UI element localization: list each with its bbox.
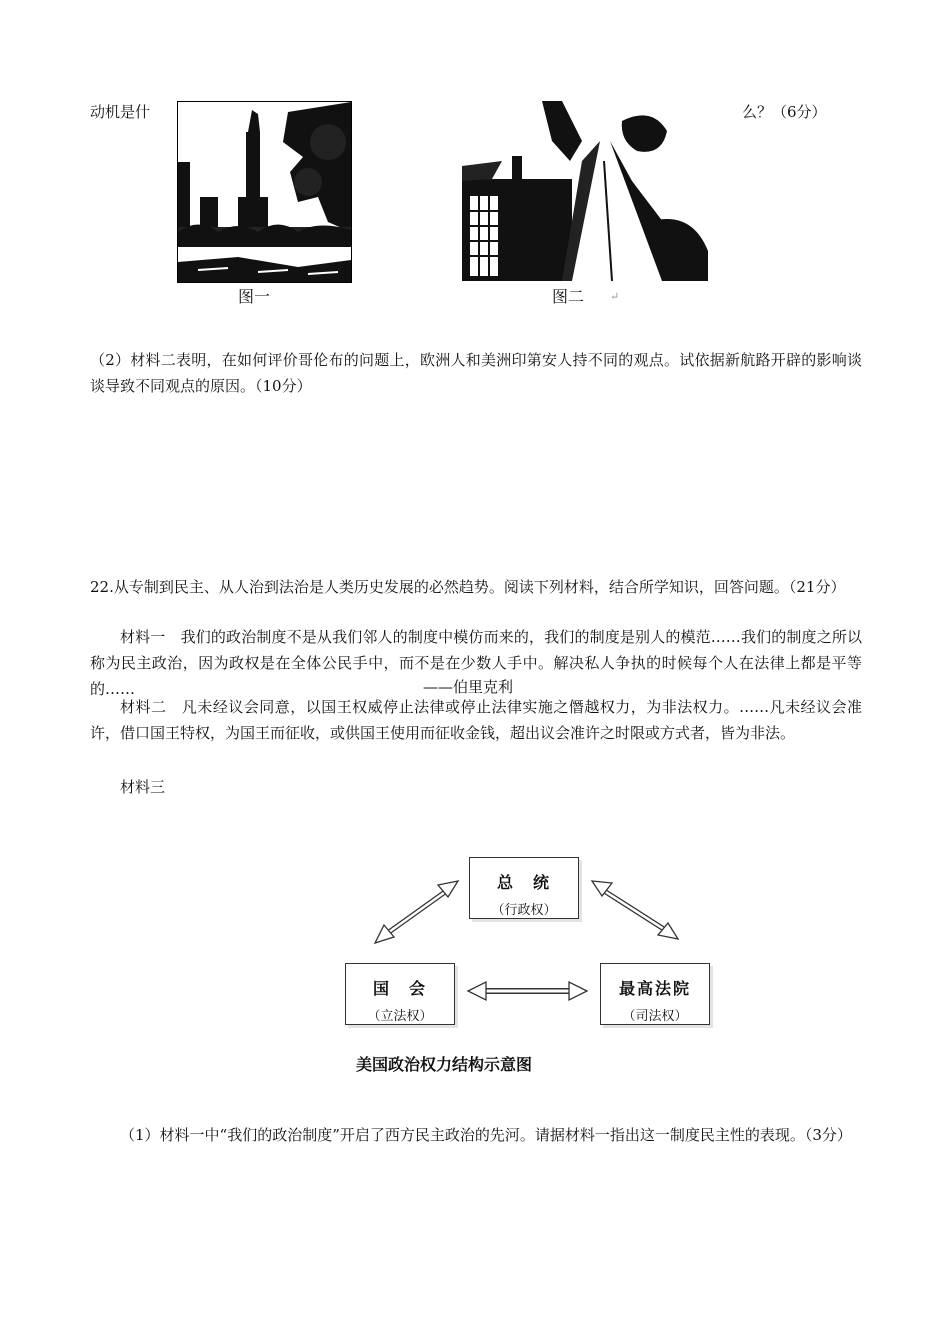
box-congress: [345, 963, 455, 1025]
return-mark: ↵: [610, 290, 620, 303]
q22-material3-label: 材料三: [120, 778, 166, 796]
box-court: [600, 963, 710, 1025]
figure-1-caption: 图一: [238, 287, 271, 306]
line-right-fragment: 么？（6分）: [742, 103, 827, 121]
q22-material1: 材料一 我们的政治制度不是从我们邻人的制度中模仿而来的，我们的制度是别人的模范……我们的制度之所以称为民主政治，因为政权是在全体公民手中，而不是在少数人手中。解决私人争执的时候每个人在法律上都是平等的……: [90, 628, 862, 698]
figure-2-caption: 图二: [552, 287, 585, 306]
box-president-power: （行政权）: [491, 903, 557, 918]
arrow-president-congress: [375, 881, 458, 943]
box-court-title: 最高法院: [618, 979, 691, 998]
q22-material2: 材料二 凡未经议会同意，以国王权威停止法律或停止法律实施之僭越权力，为非法权力。……凡未经议会准许，借口国王特权，为国王而征收，或供国王使用而征收金钱，超出议会准许之时限或方式者，皆为非法。: [90, 698, 862, 742]
arrow-president-court: [592, 881, 678, 939]
q21-part2-text: （2）材料二表明，在如何评价哥伦布的问题上，欧洲人和美洲印第安人持不同的观点。试依据新航路开辟的影响谈谈导致不同观点的原因。（10分）: [90, 351, 862, 395]
q22-part1-text: （1）材料一中“我们的政治制度”开启了西方民主政治的先河。请据材料一指出这一制度民主性的表现。（3分）: [120, 1126, 852, 1144]
arrow-congress-court: [468, 982, 587, 1000]
box-congress-power: （立法权）: [367, 1009, 433, 1024]
q22-heading: 22.从专制到民主、从人治到法治是人类历史发展的必然趋势。阅读下列材料，结合所学知识，回答问题。（21分）: [90, 578, 846, 596]
line-left-fragment: 动机是什: [90, 103, 151, 121]
box-congress-title: 国 会: [372, 979, 427, 998]
diagram-caption: 美国政治权力结构示意图: [356, 1055, 533, 1074]
box-president: [469, 857, 579, 919]
box-president-title: 总 统: [496, 873, 551, 892]
box-court-power: （司法权）: [622, 1009, 688, 1024]
power-structure-diagram: [330, 845, 730, 1045]
figure-1-image: [177, 101, 352, 283]
q22-material1-source: ——伯里克利: [423, 678, 514, 696]
figure-2-image: [462, 101, 708, 281]
